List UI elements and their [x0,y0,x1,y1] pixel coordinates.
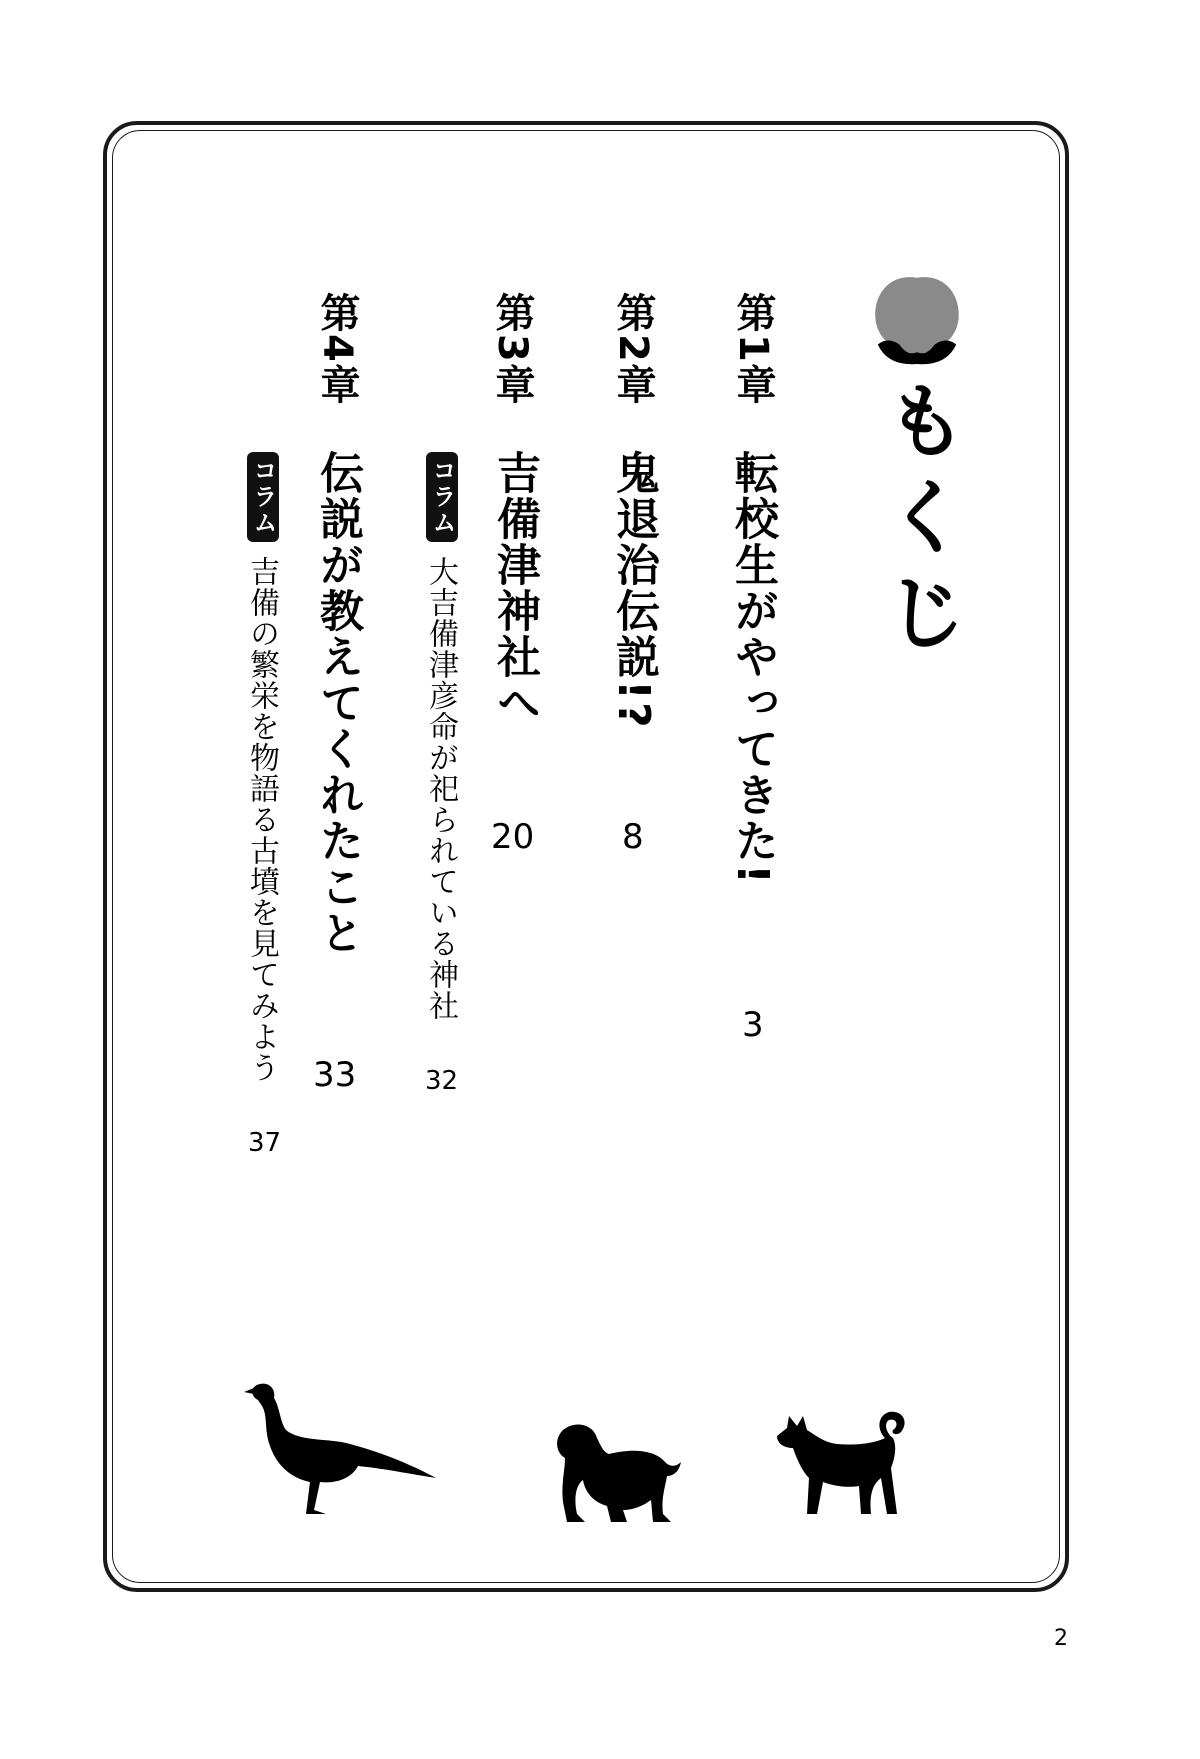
chapter-1-page: 3 [742,1005,764,1045]
pheasant-icon [240,1378,440,1518]
column-2-page: 37 [248,1128,282,1158]
peach-icon [868,268,966,366]
monkey-icon [543,1418,683,1528]
chapter-2-label: 第2章 [610,292,656,406]
chapter-3-label: 第3章 [489,292,535,406]
page-title: もくじ [872,378,967,666]
chapter-4-title[interactable]: 伝説が教えてくれたこと [312,450,363,956]
column-2-badge: コラム [247,452,279,542]
chapter-2-title[interactable]: 鬼退治伝説!? [608,450,659,730]
chapter-2-page: 8 [622,817,644,857]
column-2-title[interactable]: 吉備の繁栄を物語る古墳を見てみよう [244,556,279,1083]
page-number: 2 [1054,1626,1068,1651]
column-1-title[interactable]: 大吉備津彦命が祀られている神社 [423,556,458,1021]
column-1-page: 32 [425,1066,459,1096]
chapter-3-page: 20 [491,817,535,857]
chapter-4-page: 33 [313,1055,357,1095]
chapter-1-label: 第1章 [730,292,776,406]
chapter-1-title[interactable]: 転校生がやってきた! [727,450,778,887]
chapter-4-label: 第4章 [314,292,360,406]
chapter-3-title[interactable]: 吉備津神社へ [489,450,540,726]
dog-icon [773,1408,913,1528]
column-1-badge: コラム [426,452,458,542]
